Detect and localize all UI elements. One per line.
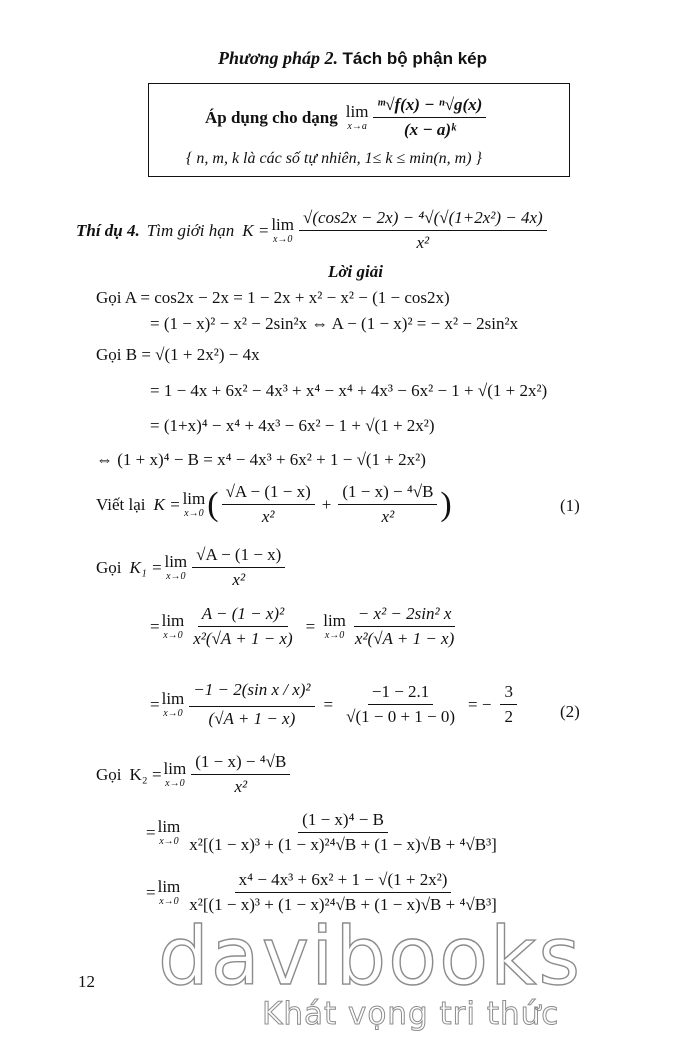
k1-fraction: $\frac{√A - (1 - x)}{\text{x²}}$ — [192, 545, 285, 590]
box-lead: Áp dụng cho dạng — [205, 107, 338, 127]
rewrite-frac2: $\frac{\text{(1 − x) − ⁴√B}}{\text{x²}}$ — [338, 482, 437, 527]
rewrite-plus: + — [321, 494, 332, 514]
k2-step2-frac: $\frac{\text{(1 − x)⁴ − B}}{\text{x²[(1 − x)³ + (1 − x)²⁴√B + (1 − x)√B + ⁴√B³]}}$ — [189, 810, 497, 854]
example-fraction — [299, 208, 547, 253]
example-lim: lim x→0 — [271, 215, 294, 245]
line-b1: Gọi B = √(1 + 2x²) − 4x — [96, 345, 260, 364]
rewrite-close-paren: ) — [440, 485, 452, 523]
k1-lhs: K₁ = — [129, 557, 163, 577]
k1-result: $\frac{3}{2}$ — [500, 682, 517, 727]
box-lim: lim x→a — [345, 102, 369, 132]
rewrite-line — [96, 482, 452, 527]
box-fraction — [373, 95, 486, 140]
k2-line: Gọi K₂ = lim x→0 $\frac{\text{(1 − x) − ⁴√B}}{\text{x²}}$ — [96, 752, 293, 797]
example-line — [76, 208, 550, 253]
k1-step3: = lim x→0 $\frac{\text{−1 − 2(sin x / x)²}}{(√A + 1 - x)}$ = $\frac{-1 - 2.1}{√(1 - 0 + 1 - 0)}$ = − $\frac{3}{2}$ — [150, 680, 520, 729]
example-task: Tìm giới hạn — [146, 220, 235, 240]
k2-lhs: K₂ = — [129, 764, 162, 784]
k2-step2: = lim x→0 $\frac{\text{(1 − x)⁴ − B}}{\text{x²[(1 − x)³ + (1 − x)²⁴√B + (1 − x)√B + ⁴√B³]}}$ — [146, 810, 504, 855]
box-numerator: ᵐ√f(x) − ⁿ√g(x) — [373, 95, 486, 118]
k1-step2-frac-a: $\frac{\text{A − (1 − x)²}}{\text{x²(√A + 1 − x)}}$ — [193, 604, 293, 648]
example-lhs: K = — [242, 220, 270, 240]
section-title: Tách bộ phận kép — [342, 49, 488, 68]
watermark-brand: davibooks — [158, 910, 583, 1003]
page-number: 12 — [78, 972, 95, 991]
equation-number-1: (1) — [560, 496, 580, 515]
box-formula-line — [205, 95, 489, 140]
box-denominator: (x − a)ᵏ — [403, 120, 456, 139]
k1-line: Gọi K₁ = lim x→0 $\frac{√A - (1 - x)}{\text{x²}}$ — [96, 545, 288, 590]
example-label: Thí dụ 4. — [76, 220, 140, 240]
rewrite-lead: Viết lại — [96, 494, 146, 514]
example-denominator: x² — [416, 233, 430, 252]
k2-step3: = lim x→0 $\frac{\text{x⁴ − 4x³ + 6x² + 1 − √(1 + 2x²)}}{\text{x²[(1 − x)³ + (1 − x)²⁴√B + (1 − x)√B + ⁴√B³]}}$ — [146, 870, 504, 915]
k1-lim: lim x→0 — [164, 552, 188, 582]
k2-step3-frac: $\frac{\text{x⁴ − 4x³ + 6x² + 1 − √(1 + 2x²)}}{\text{x²[(1 − x)³ + (1 − x)²⁴√B + (1 − x)√B + ⁴√B³]}}$ — [189, 870, 497, 914]
equation-number-2: (2) — [560, 702, 580, 721]
solution-heading: Lời giải — [328, 262, 383, 281]
k1-step3-frac-b: $\frac{-1 - 2.1}{√(1 - 0 + 1 - 0)}$ — [346, 682, 456, 726]
rewrite-lhs: K = — [153, 494, 181, 514]
line-b4: ⇔ (1 + x)⁴ − B = x⁴ − 4x³ + 6x² + 1 − √(1 + 2x²) — [96, 450, 426, 469]
line-b2: = 1 − 4x + 6x² − 4x³ + x⁴ − x⁴ + 4x³ − 6x² − 1 + √(1 + 2x²) — [150, 381, 548, 400]
box-condition: { n, m, k là các số tự nhiên, 1≤ k ≤ min(n, m) } — [186, 150, 482, 167]
line-b3: = (1+x)⁴ − x⁴ + 4x³ − 6x² − 1 + √(1 + 2x²) — [150, 416, 435, 435]
k1-step2: = lim x→0 $\frac{\text{A − (1 − x)²}}{\text{x²(√A + 1 − x)}}$ = lim x→0 $\frac{\text{− x² − 2sin² x}}{\text{x²(√A + 1 − x)}}$ — [150, 604, 461, 649]
section-prefix: Phương pháp 2. — [218, 48, 338, 68]
watermark-slogan: Khát vọng tri thức — [262, 996, 560, 1032]
section-heading — [218, 48, 487, 69]
example-numerator: √(cos2x − 2x) − ⁴√(√(1+2x²) − 4x) — [299, 208, 547, 231]
k2-lim: lim x→0 — [163, 759, 187, 789]
k2-fraction: $\frac{\text{(1 − x) − ⁴√B}}{\text{x²}}$ — [191, 752, 290, 797]
line-a2: = (1 − x)² − x² − 2sin²x ⇔ A − (1 − x)² = − x² − 2sin²x — [150, 314, 519, 333]
k1-step2-frac-b: $\frac{\text{− x² − 2sin² x}}{\text{x²(√A + 1 − x)}}$ — [354, 604, 455, 648]
line-a1: Gọi A = cos2x − 2x = 1 − 2x + x² − x² − (1 − cos2x) — [96, 288, 450, 307]
rewrite-frac1: $\frac{√A - (1 - x)}{\text{x²}}$ — [222, 482, 315, 527]
k1-step3-frac-a: $\frac{\text{−1 − 2(sin x / x)²}}{(√A + 1 - x)}$ — [189, 680, 314, 729]
rewrite-lim: lim x→0 — [182, 489, 206, 519]
rewrite-open-paren: ( — [207, 485, 219, 523]
